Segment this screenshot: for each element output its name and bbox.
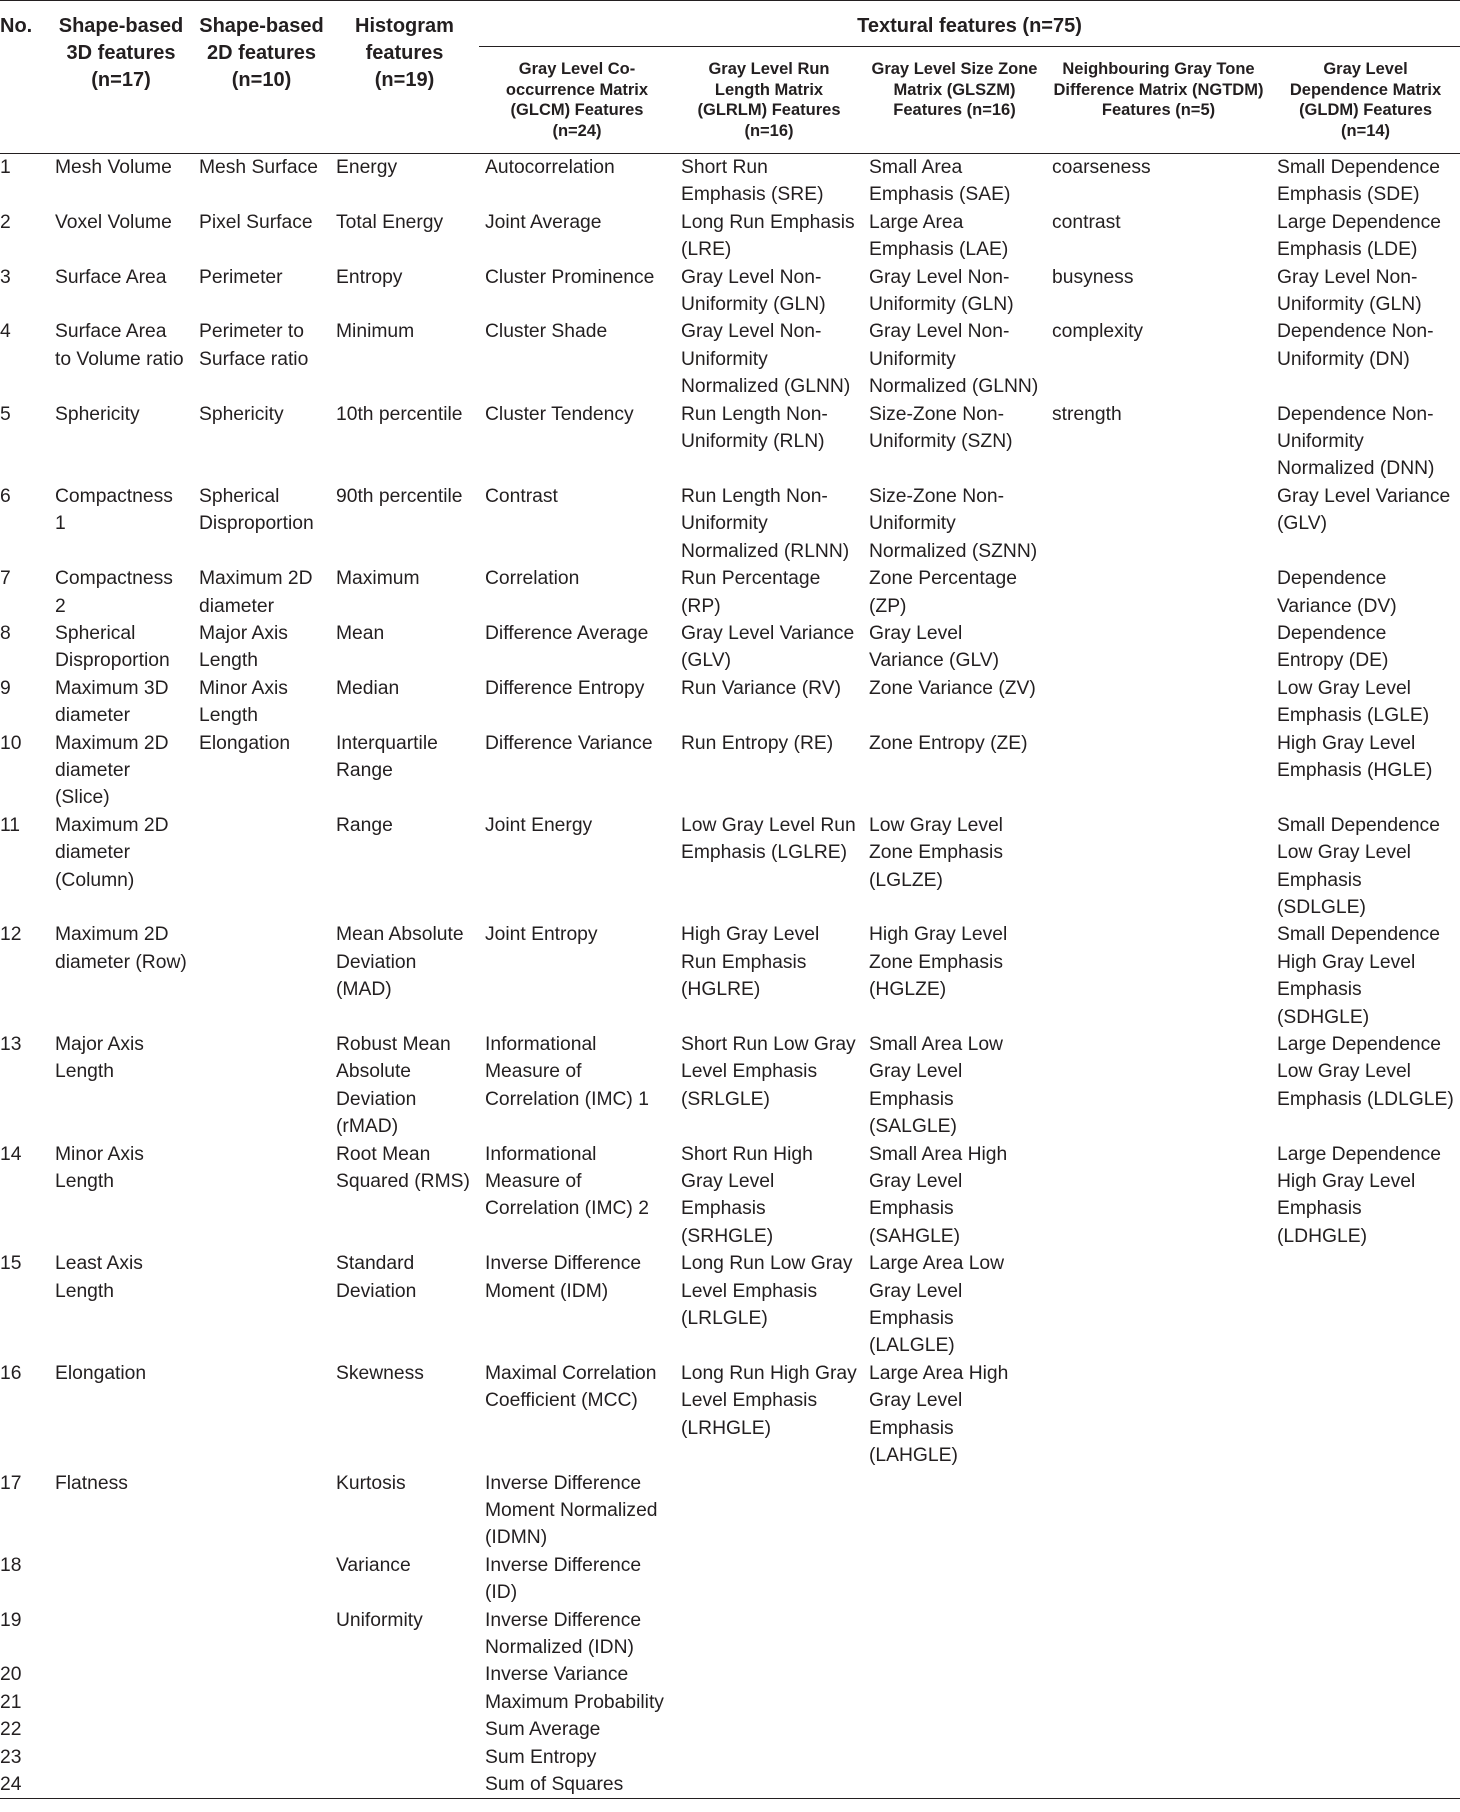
cell-histogram: Mean — [336, 622, 385, 644]
cell-no: 6 — [0, 485, 11, 507]
cell-shape-2d — [193, 1771, 330, 1799]
cell-glcm: Difference Variance — [485, 732, 653, 754]
cell-no: 13 — [0, 1034, 22, 1055]
cell-glrlm — [675, 1771, 863, 1799]
cell-shape-2d — [193, 1141, 330, 1251]
cell-shape-3d: Least Axis Length — [55, 1253, 143, 1302]
cell-gldm: Large Dependence High Gray Level Emphasis (LDHGLE) — [1277, 1143, 1442, 1247]
cell-ngtdm — [1046, 921, 1271, 1031]
cell-ngtdm — [1046, 730, 1271, 812]
cell-ngtdm — [1046, 1250, 1271, 1360]
cell-ngtdm — [1046, 812, 1271, 922]
cell-glrlm: Run Percentage (RP) — [681, 568, 821, 617]
table-row — [0, 1250, 1460, 1360]
cell-ngtdm — [1046, 620, 1271, 675]
cell-histogram — [330, 1716, 479, 1743]
cell-gldm — [1271, 1360, 1460, 1470]
cell-histogram — [330, 1744, 479, 1771]
table-row — [0, 1031, 1460, 1141]
cell-glrlm: High Gray Level Run Emphasis (HGLRE) — [681, 924, 820, 1001]
cell-shape-2d — [193, 1744, 330, 1771]
cell-glszm: Large Area Low Gray Level Emphasis (LALGLE) — [869, 1253, 1005, 1357]
cell-shape-2d — [193, 1470, 330, 1552]
cell-histogram: Variance — [336, 1554, 411, 1576]
cell-glcm: Informational Measure of Correlation (IMC) 1 — [485, 1034, 649, 1110]
cell-ngtdm — [1046, 1716, 1271, 1743]
cell-glcm: Joint Energy — [485, 814, 593, 836]
cell-ngtdm — [1046, 1031, 1271, 1141]
cell-gldm — [1271, 1661, 1460, 1688]
table-header — [0, 1, 1460, 154]
cell-gldm: Gray Level Non-Uniformity (GLN) — [1277, 266, 1422, 316]
cell-histogram — [330, 1771, 479, 1799]
cell-glszm — [863, 1771, 1046, 1799]
table-row — [0, 264, 1460, 319]
cell-histogram: Root Mean Squared (RMS) — [336, 1143, 470, 1193]
cell-ngtdm: complexity — [1052, 321, 1144, 343]
table-row — [0, 1470, 1460, 1552]
cell-ngtdm — [1046, 1607, 1271, 1662]
cell-shape-2d — [193, 812, 330, 922]
cell-shape-3d: Compactness 1 — [55, 485, 173, 535]
cell-glszm: Small Area Emphasis (SAE) — [869, 157, 1011, 206]
table-row — [0, 1689, 1460, 1716]
cell-histogram: Minimum — [336, 321, 415, 343]
cell-glcm: Cluster Prominence — [485, 266, 655, 288]
cell-shape-3d: Maximum 2D diameter (Column) — [55, 814, 169, 891]
cell-glcm: Sum Average — [485, 1719, 601, 1741]
cell-ngtdm: busyness — [1052, 266, 1134, 288]
cell-shape-2d: Perimeter — [199, 266, 283, 288]
cell-histogram: 10th percentile — [336, 403, 463, 425]
cell-gldm — [1271, 1552, 1460, 1607]
header-shape-2d: Shape-based 2D features (n=10) — [193, 1, 330, 154]
cell-glszm: Zone Percentage (ZP) — [869, 568, 1017, 617]
cell-shape-3d — [49, 1771, 193, 1799]
header-ngtdm: Neighbouring Gray Tone Difference Matrix (NGTDM) Features (n=5) — [1046, 47, 1271, 154]
cell-no: 21 — [0, 1691, 22, 1713]
cell-shape-3d: Surface Area to Volume ratio — [55, 321, 184, 370]
cell-histogram: Skewness — [336, 1362, 424, 1384]
table-row — [0, 1771, 1460, 1799]
header-glszm: Gray Level Size Zone Matrix (GLSZM) Features (n=16) — [863, 47, 1046, 154]
header-glcm: Gray Level Co-occurrence Matrix (GLCM) Features (n=24) — [479, 47, 675, 154]
cell-glcm: Cluster Tendency — [485, 403, 634, 425]
cell-glcm: Difference Average — [485, 622, 649, 644]
cell-gldm: Large Dependence Emphasis (LDE) — [1277, 211, 1442, 261]
cell-no: 10 — [0, 732, 22, 754]
cell-shape-2d: Sphericity — [199, 403, 284, 425]
cell-shape-3d: Flatness — [55, 1472, 128, 1494]
cell-ngtdm — [1046, 1661, 1271, 1688]
cell-shape-3d — [49, 1552, 193, 1607]
cell-gldm: Dependence Variance (DV) — [1277, 568, 1397, 617]
cell-glcm: Inverse Difference Moment Normalized (IDMN) — [485, 1472, 658, 1549]
cell-shape-3d — [49, 1607, 193, 1662]
cell-gldm: Large Dependence Low Gray Level Emphasis (LDLGLE) — [1277, 1034, 1454, 1110]
cell-shape-3d: Minor Axis Length — [55, 1143, 144, 1193]
cell-glrlm: Short Run Emphasis (SRE) — [681, 157, 824, 206]
cell-glszm: Small Area Low Gray Level Emphasis (SALGLE) — [869, 1034, 1003, 1138]
cell-glrlm: Run Variance (RV) — [681, 677, 842, 699]
cell-glrlm — [675, 1689, 863, 1716]
cell-shape-3d — [49, 1661, 193, 1688]
cell-gldm: Small Dependence Low Gray Level Emphasis (SDLGLE) — [1277, 814, 1440, 918]
cell-shape-2d: Pixel Surface — [199, 211, 313, 233]
cell-histogram: Uniformity — [336, 1609, 423, 1631]
cell-glcm: Difference Entropy — [485, 677, 645, 699]
cell-no: 4 — [0, 321, 11, 343]
cell-shape-2d — [193, 921, 330, 1031]
header-shape-3d: Shape-based 3D features (n=17) — [49, 1, 193, 154]
cell-shape-2d: Major Axis Length — [199, 622, 288, 672]
cell-no: 3 — [0, 266, 11, 288]
cell-shape-2d — [193, 1250, 330, 1360]
cell-glrlm — [675, 1661, 863, 1688]
cell-gldm — [1271, 1689, 1460, 1716]
cell-glszm: Zone Entropy (ZE) — [869, 732, 1028, 754]
table-body — [0, 154, 1460, 1799]
table-row — [0, 1744, 1460, 1771]
cell-glrlm: Short Run Low Gray Level Emphasis (SRLGLE) — [681, 1034, 856, 1110]
cell-ngtdm: strength — [1052, 403, 1122, 425]
header-glrlm: Gray Level Run Length Matrix (GLRLM) Features (n=16) — [675, 47, 863, 154]
cell-shape-2d: Maximum 2D diameter — [199, 568, 313, 617]
cell-shape-3d: Elongation — [55, 1362, 147, 1384]
table-row — [0, 209, 1460, 264]
cell-shape-2d — [193, 1661, 330, 1688]
cell-glszm: Small Area High Gray Level Emphasis (SAHGLE) — [869, 1143, 1008, 1247]
cell-glszm: Gray Level Non-Uniformity Normalized (GLNN) — [869, 321, 1039, 398]
cell-ngtdm — [1046, 1141, 1271, 1251]
cell-histogram: Median — [336, 677, 400, 699]
cell-shape-3d: Spherical Disproportion — [55, 622, 170, 672]
cell-histogram: Energy — [336, 157, 398, 178]
cell-histogram: Total Energy — [336, 211, 444, 233]
cell-shape-2d: Perimeter to Surface ratio — [199, 321, 309, 370]
table-row — [0, 1661, 1460, 1688]
cell-glcm: Contrast — [485, 485, 558, 507]
cell-glcm: Inverse Difference Moment (IDM) — [485, 1253, 642, 1302]
cell-glcm: Joint Average — [485, 211, 602, 233]
cell-ngtdm — [1046, 1744, 1271, 1771]
cell-glcm: Inverse Difference Normalized (IDN) — [485, 1609, 642, 1658]
cell-glrlm: Run Length Non-Uniformity (RLN) — [681, 403, 828, 453]
table-row — [0, 154, 1460, 209]
cell-no: 1 — [0, 157, 11, 178]
cell-glszm — [863, 1744, 1046, 1771]
cell-shape-2d — [193, 1607, 330, 1662]
cell-glcm: Cluster Shade — [485, 321, 608, 343]
cell-shape-3d: Surface Area — [55, 266, 167, 288]
cell-glrlm — [675, 1716, 863, 1743]
cell-histogram — [330, 1661, 479, 1688]
cell-histogram — [330, 1689, 479, 1716]
cell-glcm: Joint Entropy — [485, 924, 598, 946]
cell-ngtdm — [1046, 483, 1271, 565]
cell-no: 5 — [0, 403, 11, 425]
table-row — [0, 675, 1460, 730]
cell-ngtdm: contrast — [1052, 211, 1121, 233]
table-row — [0, 483, 1460, 565]
cell-shape-2d — [193, 1552, 330, 1607]
table-row — [0, 1716, 1460, 1743]
cell-glrlm: Short Run High Gray Level Emphasis (SRHGLE) — [681, 1143, 813, 1247]
table-row — [0, 401, 1460, 483]
table-row — [0, 318, 1460, 400]
cell-ngtdm — [1046, 1470, 1271, 1552]
cell-shape-2d — [193, 1360, 330, 1470]
cell-shape-2d: Minor Axis Length — [199, 677, 288, 727]
cell-histogram: 90th percentile — [336, 485, 463, 507]
cell-histogram: Entropy — [336, 266, 403, 288]
cell-glrlm: Long Run Emphasis (LRE) — [681, 211, 855, 261]
table-row — [0, 1552, 1460, 1607]
cell-gldm: Small Dependence High Gray Level Emphasis (SDHGLE) — [1277, 924, 1440, 1028]
cell-histogram: Standard Deviation — [336, 1253, 417, 1302]
table-row — [0, 565, 1460, 620]
cell-glszm — [863, 1689, 1046, 1716]
table-row — [0, 1360, 1460, 1470]
cell-shape-3d: Maximum 2D diameter (Slice) — [55, 732, 169, 809]
cell-glszm — [863, 1716, 1046, 1743]
cell-gldm: Gray Level Variance (GLV) — [1277, 485, 1451, 535]
cell-glrlm: Gray Level Variance (GLV) — [681, 622, 855, 672]
cell-ngtdm — [1046, 1771, 1271, 1799]
cell-gldm — [1271, 1470, 1460, 1552]
cell-histogram: Robust Mean Absolute Deviation (rMAD) — [336, 1034, 451, 1138]
cell-glszm — [863, 1470, 1046, 1552]
cell-glszm: Size-Zone Non-Uniformity Normalized (SZNN) — [869, 485, 1038, 562]
table-row — [0, 812, 1460, 922]
cell-glszm — [863, 1552, 1046, 1607]
cell-glszm: Gray Level Variance (GLV) — [869, 622, 1000, 672]
cell-gldm — [1271, 1744, 1460, 1771]
cell-ngtdm — [1046, 675, 1271, 730]
table-row — [0, 1607, 1460, 1662]
cell-no: 7 — [0, 568, 11, 590]
cell-histogram: Maximum — [336, 568, 420, 590]
cell-glrlm — [675, 1470, 863, 1552]
cell-ngtdm: coarseness — [1052, 157, 1151, 178]
cell-shape-3d: Major Axis Length — [55, 1034, 144, 1083]
cell-no: 23 — [0, 1746, 22, 1768]
cell-shape-3d: Sphericity — [55, 403, 140, 425]
cell-ngtdm — [1046, 1360, 1271, 1470]
cell-ngtdm — [1046, 1552, 1271, 1607]
cell-glrlm: Long Run Low Gray Level Emphasis (LRLGLE) — [681, 1253, 853, 1330]
table-row — [0, 1141, 1460, 1251]
cell-glrlm — [675, 1552, 863, 1607]
cell-no: 17 — [0, 1472, 22, 1494]
cell-gldm — [1271, 1771, 1460, 1799]
cell-no: 15 — [0, 1253, 22, 1275]
cell-glrlm: Long Run High Gray Level Emphasis (LRHGLE) — [681, 1362, 857, 1439]
cell-glszm: Zone Variance (ZV) — [869, 677, 1036, 699]
cell-gldm: Dependence Non-Uniformity (DN) — [1277, 321, 1434, 370]
table-row — [0, 921, 1460, 1031]
cell-no: 2 — [0, 211, 11, 233]
cell-shape-3d — [49, 1689, 193, 1716]
cell-glcm: Correlation — [485, 568, 580, 590]
cell-no: 8 — [0, 622, 11, 644]
cell-gldm — [1271, 1607, 1460, 1662]
cell-no: 12 — [0, 924, 22, 946]
header-histogram: Histogram features (n=19) — [330, 1, 479, 154]
cell-shape-2d — [193, 1689, 330, 1716]
cell-glszm: Large Area Emphasis (LAE) — [869, 211, 1009, 261]
cell-glszm — [863, 1607, 1046, 1662]
cell-glszm: Size-Zone Non-Uniformity (SZN) — [869, 403, 1013, 453]
cell-glrlm: Gray Level Non-Uniformity (GLN) — [681, 266, 826, 316]
cell-glszm: Large Area High Gray Level Emphasis (LAHGLE) — [869, 1362, 1009, 1467]
cell-no: 9 — [0, 677, 11, 699]
cell-no: 20 — [0, 1664, 22, 1686]
cell-glrlm — [675, 1744, 863, 1771]
cell-ngtdm — [1046, 565, 1271, 620]
cell-shape-3d — [49, 1716, 193, 1743]
cell-shape-3d: Maximum 3D diameter — [55, 677, 169, 727]
cell-glcm: Sum Entropy — [485, 1746, 597, 1768]
cell-glszm: Gray Level Non-Uniformity (GLN) — [869, 266, 1014, 316]
cell-no: 18 — [0, 1554, 22, 1576]
cell-glcm: Autocorrelation — [485, 157, 615, 178]
header-textural-group: Textural features (n=75) — [479, 1, 1460, 47]
cell-glszm: High Gray Level Zone Emphasis (HGLZE) — [869, 924, 1008, 1001]
cell-glrlm: Run Entropy (RE) — [681, 732, 834, 754]
cell-glszm: Low Gray Level Zone Emphasis (LGLZE) — [869, 814, 1003, 891]
cell-glrlm: Gray Level Non-Uniformity Normalized (GLNN) — [681, 321, 851, 398]
cell-gldm — [1271, 1716, 1460, 1743]
cell-no: 14 — [0, 1143, 22, 1165]
cell-gldm: Low Gray Level Emphasis (LGLE) — [1277, 677, 1430, 727]
cell-ngtdm — [1046, 1689, 1271, 1716]
cell-shape-2d: Mesh Surface — [199, 157, 318, 178]
cell-no: 16 — [0, 1362, 22, 1384]
cell-glszm — [863, 1661, 1046, 1688]
cell-glcm: Maximum Probability — [485, 1691, 664, 1713]
cell-shape-3d — [49, 1744, 193, 1771]
cell-gldm: Dependence Non-Uniformity Normalized (DNN) — [1277, 403, 1435, 480]
cell-glrlm: Run Length Non-Uniformity Normalized (RLNN) — [681, 485, 850, 562]
cell-gldm — [1271, 1250, 1460, 1360]
cell-shape-3d: Voxel Volume — [55, 211, 172, 233]
cell-glcm: Informational Measure of Correlation (IMC) 2 — [485, 1143, 649, 1220]
cell-shape-2d — [193, 1031, 330, 1141]
cell-shape-3d: Mesh Volume — [55, 157, 172, 178]
cell-no: 24 — [0, 1771, 49, 1799]
cell-glcm: Sum of Squares — [479, 1771, 675, 1799]
cell-shape-2d: Elongation — [199, 732, 291, 754]
cell-gldm: Dependence Entropy (DE) — [1277, 622, 1389, 672]
cell-no: 19 — [0, 1609, 22, 1631]
cell-shape-3d: Maximum 2D diameter (Row) — [55, 924, 187, 973]
table-row — [0, 620, 1460, 675]
cell-glcm: Inverse Difference (ID) — [485, 1554, 642, 1604]
cell-histogram: Kurtosis — [336, 1472, 406, 1494]
cell-shape-3d: Compactness 2 — [55, 568, 173, 617]
cell-gldm: Small Dependence Emphasis (SDE) — [1277, 157, 1440, 206]
cell-histogram: Range — [336, 814, 393, 836]
cell-glrlm — [675, 1607, 863, 1662]
cell-glrlm: Low Gray Level Run Emphasis (LGLRE) — [681, 814, 856, 864]
cell-glcm: Inverse Variance — [485, 1664, 629, 1686]
cell-gldm: High Gray Level Emphasis (HGLE) — [1277, 732, 1433, 781]
cell-glcm: Maximal Correlation Coefficient (MCC) — [485, 1362, 657, 1412]
cell-shape-2d: Spherical Disproportion — [199, 485, 314, 535]
cell-histogram: Mean Absolute Deviation (MAD) — [336, 924, 464, 1001]
header-no: No. — [0, 1, 49, 154]
header-gldm: Gray Level Dependence Matrix (GLDM) Features (n=14) — [1271, 47, 1460, 154]
cell-histogram: Interquartile Range — [336, 732, 438, 781]
cell-shape-2d — [193, 1716, 330, 1743]
table-row — [0, 730, 1460, 812]
cell-no: 11 — [0, 814, 21, 836]
cell-no: 22 — [0, 1719, 22, 1741]
